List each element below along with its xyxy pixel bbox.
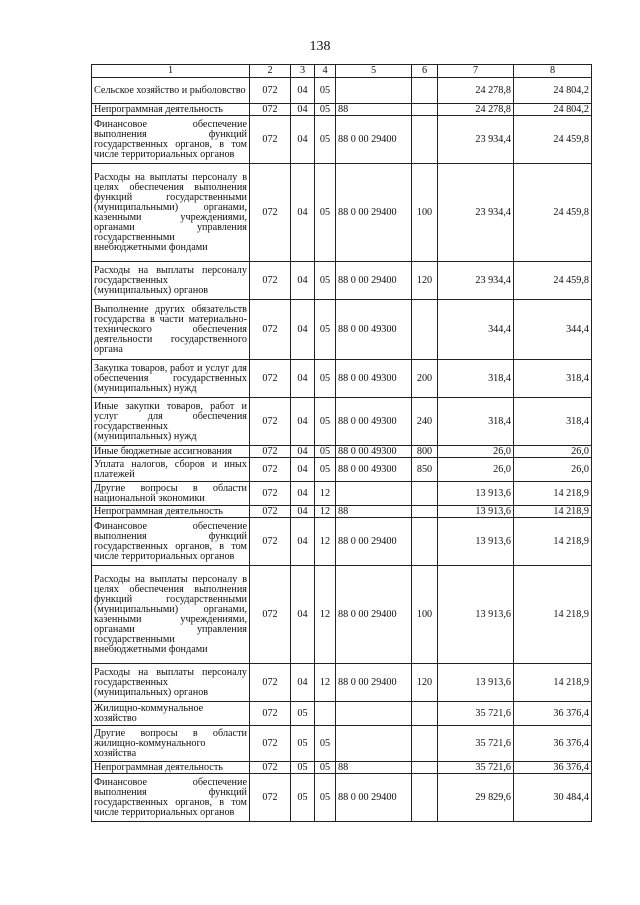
header-cell: 5 bbox=[336, 65, 412, 78]
cell-grbs: 072 bbox=[250, 262, 291, 300]
cell-subsection: 12 bbox=[315, 518, 336, 566]
cell-section: 04 bbox=[291, 664, 315, 702]
cell-expense-type: 200 bbox=[412, 360, 438, 398]
cell-amount-year2: 14 218,9 bbox=[514, 664, 592, 702]
cell-grbs: 072 bbox=[250, 78, 291, 104]
cell-target-article: 88 0 00 29400 bbox=[336, 164, 412, 262]
cell-section: 04 bbox=[291, 78, 315, 104]
cell-amount-year1: 344,4 bbox=[438, 300, 514, 360]
row-name: Иные бюджетные ассигнования bbox=[92, 446, 250, 458]
cell-amount-year1: 24 278,8 bbox=[438, 78, 514, 104]
table-row bbox=[92, 482, 592, 506]
cell-expense-type bbox=[412, 104, 438, 116]
cell-section: 04 bbox=[291, 360, 315, 398]
cell-grbs: 072 bbox=[250, 506, 291, 518]
row-name: Расходы на выплаты персоналу в целях обеспечения выполнения функций государственными (муниципальными) органами, казенными учреждениями, органами управления государственными внебюджетными фондами bbox=[92, 164, 250, 262]
cell-grbs: 072 bbox=[250, 518, 291, 566]
row-name: Иные закупки товаров, работ и услуг для обеспечения государственных (муниципальных) нужд bbox=[92, 398, 250, 446]
cell-grbs: 072 bbox=[250, 726, 291, 762]
cell-subsection: 05 bbox=[315, 262, 336, 300]
table-row bbox=[92, 300, 592, 360]
cell-amount-year2: 30 484,4 bbox=[514, 774, 592, 822]
header-cell: 8 bbox=[514, 65, 592, 78]
row-name: Финансовое обеспечение выполнения функций государственных органов, в том числе территориальных органов bbox=[92, 518, 250, 566]
cell-expense-type: 240 bbox=[412, 398, 438, 446]
cell-section: 04 bbox=[291, 262, 315, 300]
row-name: Другие вопросы в области жилищно-коммунального хозяйства bbox=[92, 726, 250, 762]
cell-subsection: 05 bbox=[315, 116, 336, 164]
cell-amount-year2: 36 376,4 bbox=[514, 726, 592, 762]
table-row bbox=[92, 262, 592, 300]
cell-amount-year1: 23 934,4 bbox=[438, 116, 514, 164]
cell-expense-type bbox=[412, 762, 438, 774]
cell-grbs: 072 bbox=[250, 446, 291, 458]
cell-subsection: 12 bbox=[315, 566, 336, 664]
cell-amount-year2: 14 218,9 bbox=[514, 506, 592, 518]
cell-grbs: 072 bbox=[250, 116, 291, 164]
row-name: Расходы на выплаты персоналу государственных (муниципальных) органов bbox=[92, 664, 250, 702]
cell-amount-year1: 13 913,6 bbox=[438, 482, 514, 506]
cell-subsection: 05 bbox=[315, 78, 336, 104]
cell-expense-type: 850 bbox=[412, 458, 438, 482]
cell-expense-type bbox=[412, 300, 438, 360]
cell-grbs: 072 bbox=[250, 164, 291, 262]
row-name: Непрограммная деятельность bbox=[92, 506, 250, 518]
table-row bbox=[92, 164, 592, 262]
table-body bbox=[92, 65, 592, 822]
row-name: Другие вопросы в области национальной экономики bbox=[92, 482, 250, 506]
cell-subsection: 05 bbox=[315, 104, 336, 116]
table-row bbox=[92, 360, 592, 398]
cell-grbs: 072 bbox=[250, 566, 291, 664]
cell-section: 04 bbox=[291, 458, 315, 482]
table-row bbox=[92, 446, 592, 458]
cell-grbs: 072 bbox=[250, 398, 291, 446]
row-name: Финансовое обеспечение выполнения функций государственных органов, в том числе территориальных органов bbox=[92, 774, 250, 822]
cell-section: 04 bbox=[291, 506, 315, 518]
cell-amount-year1: 35 721,6 bbox=[438, 702, 514, 726]
row-name: Непрограммная деятельность bbox=[92, 104, 250, 116]
cell-amount-year1: 13 913,6 bbox=[438, 518, 514, 566]
cell-section: 05 bbox=[291, 762, 315, 774]
cell-target-article bbox=[336, 482, 412, 506]
cell-section: 04 bbox=[291, 566, 315, 664]
cell-expense-type bbox=[412, 518, 438, 566]
cell-section: 04 bbox=[291, 164, 315, 262]
cell-target-article: 88 bbox=[336, 104, 412, 116]
cell-target-article: 88 0 00 49300 bbox=[336, 446, 412, 458]
cell-section: 04 bbox=[291, 482, 315, 506]
row-name: Закупка товаров, работ и услуг для обеспечения государственных (муниципальных) нужд bbox=[92, 360, 250, 398]
cell-amount-year2: 14 218,9 bbox=[514, 566, 592, 664]
cell-grbs: 072 bbox=[250, 702, 291, 726]
cell-target-article: 88 0 00 49300 bbox=[336, 398, 412, 446]
table-row bbox=[92, 726, 592, 762]
budget-table bbox=[91, 64, 592, 822]
row-name: Расходы на выплаты персоналу государственных (муниципальных) органов bbox=[92, 262, 250, 300]
row-name: Расходы на выплаты персоналу в целях обеспечения выполнения функций государственными (муниципальными) органами, казенными учреждениями, органами управления государственными внебюджетными фондами bbox=[92, 566, 250, 664]
cell-subsection: 05 bbox=[315, 360, 336, 398]
cell-amount-year2: 26,0 bbox=[514, 458, 592, 482]
row-name: Сельское хозяйство и рыболовство bbox=[92, 78, 250, 104]
header-cell: 7 bbox=[438, 65, 514, 78]
cell-grbs: 072 bbox=[250, 664, 291, 702]
cell-amount-year2: 26,0 bbox=[514, 446, 592, 458]
table-row bbox=[92, 702, 592, 726]
cell-amount-year1: 35 721,6 bbox=[438, 762, 514, 774]
cell-amount-year1: 23 934,4 bbox=[438, 164, 514, 262]
table-row bbox=[92, 518, 592, 566]
cell-section: 05 bbox=[291, 702, 315, 726]
cell-section: 04 bbox=[291, 116, 315, 164]
cell-grbs: 072 bbox=[250, 482, 291, 506]
row-name: Финансовое обеспечение выполнения функций государственных органов, в том числе территориальных органов bbox=[92, 116, 250, 164]
table-row bbox=[92, 566, 592, 664]
cell-subsection: 12 bbox=[315, 506, 336, 518]
cell-expense-type: 120 bbox=[412, 664, 438, 702]
cell-section: 05 bbox=[291, 726, 315, 762]
cell-amount-year1: 26,0 bbox=[438, 458, 514, 482]
table-row bbox=[92, 116, 592, 164]
cell-target-article: 88 bbox=[336, 506, 412, 518]
header-cell: 2 bbox=[250, 65, 291, 78]
cell-subsection: 05 bbox=[315, 726, 336, 762]
cell-expense-type bbox=[412, 78, 438, 104]
cell-amount-year2: 14 218,9 bbox=[514, 518, 592, 566]
cell-target-article: 88 0 00 29400 bbox=[336, 664, 412, 702]
cell-amount-year1: 26,0 bbox=[438, 446, 514, 458]
cell-amount-year2: 24 459,8 bbox=[514, 116, 592, 164]
row-name: Жилищно-коммунальное хозяйство bbox=[92, 702, 250, 726]
cell-expense-type: 120 bbox=[412, 262, 438, 300]
header-cell: 4 bbox=[315, 65, 336, 78]
cell-amount-year1: 13 913,6 bbox=[438, 566, 514, 664]
page-number: 138 bbox=[309, 39, 331, 54]
cell-amount-year1: 35 721,6 bbox=[438, 726, 514, 762]
cell-section: 04 bbox=[291, 518, 315, 566]
cell-amount-year2: 24 459,8 bbox=[514, 164, 592, 262]
cell-target-article: 88 0 00 29400 bbox=[336, 566, 412, 664]
row-name: Уплата налогов, сборов и иных платежей bbox=[92, 458, 250, 482]
header-row bbox=[92, 65, 592, 78]
cell-expense-type bbox=[412, 482, 438, 506]
cell-target-article bbox=[336, 702, 412, 726]
cell-subsection: 05 bbox=[315, 762, 336, 774]
header-cell: 1 bbox=[92, 65, 250, 78]
cell-target-article: 88 0 00 49300 bbox=[336, 300, 412, 360]
cell-grbs: 072 bbox=[250, 104, 291, 116]
cell-amount-year2: 14 218,9 bbox=[514, 482, 592, 506]
cell-expense-type bbox=[412, 774, 438, 822]
header-cell: 3 bbox=[291, 65, 315, 78]
cell-amount-year1: 318,4 bbox=[438, 398, 514, 446]
cell-target-article: 88 0 00 29400 bbox=[336, 262, 412, 300]
header-cell: 6 bbox=[412, 65, 438, 78]
cell-amount-year1: 24 278,8 bbox=[438, 104, 514, 116]
cell-section: 05 bbox=[291, 774, 315, 822]
cell-target-article: 88 0 00 49300 bbox=[336, 360, 412, 398]
cell-amount-year2: 36 376,4 bbox=[514, 702, 592, 726]
cell-subsection: 05 bbox=[315, 446, 336, 458]
cell-amount-year2: 318,4 bbox=[514, 360, 592, 398]
row-name: Непрограммная деятельность bbox=[92, 762, 250, 774]
cell-grbs: 072 bbox=[250, 360, 291, 398]
cell-target-article: 88 0 00 49300 bbox=[336, 458, 412, 482]
cell-section: 04 bbox=[291, 300, 315, 360]
cell-amount-year1: 23 934,4 bbox=[438, 262, 514, 300]
table-row bbox=[92, 774, 592, 822]
cell-grbs: 072 bbox=[250, 774, 291, 822]
cell-target-article: 88 0 00 29400 bbox=[336, 774, 412, 822]
cell-amount-year2: 24 804,2 bbox=[514, 78, 592, 104]
cell-expense-type bbox=[412, 506, 438, 518]
cell-amount-year2: 344,4 bbox=[514, 300, 592, 360]
cell-subsection: 05 bbox=[315, 774, 336, 822]
cell-target-article bbox=[336, 726, 412, 762]
table-row bbox=[92, 104, 592, 116]
cell-subsection: 12 bbox=[315, 664, 336, 702]
cell-section: 04 bbox=[291, 446, 315, 458]
table-row bbox=[92, 398, 592, 446]
cell-amount-year1: 13 913,6 bbox=[438, 664, 514, 702]
cell-grbs: 072 bbox=[250, 762, 291, 774]
cell-section: 04 bbox=[291, 104, 315, 116]
table-row bbox=[92, 664, 592, 702]
cell-target-article bbox=[336, 78, 412, 104]
cell-expense-type bbox=[412, 116, 438, 164]
table-row bbox=[92, 762, 592, 774]
cell-amount-year1: 29 829,6 bbox=[438, 774, 514, 822]
cell-expense-type: 100 bbox=[412, 164, 438, 262]
cell-amount-year2: 318,4 bbox=[514, 398, 592, 446]
cell-subsection bbox=[315, 702, 336, 726]
cell-amount-year2: 36 376,4 bbox=[514, 762, 592, 774]
cell-target-article: 88 0 00 29400 bbox=[336, 116, 412, 164]
cell-amount-year1: 13 913,6 bbox=[438, 506, 514, 518]
table-row bbox=[92, 458, 592, 482]
cell-amount-year1: 318,4 bbox=[438, 360, 514, 398]
cell-grbs: 072 bbox=[250, 458, 291, 482]
cell-target-article: 88 bbox=[336, 762, 412, 774]
cell-expense-type: 800 bbox=[412, 446, 438, 458]
row-name: Выполнение других обязательств государства в части материально-технического обеспечения деятельности государственного органа bbox=[92, 300, 250, 360]
cell-subsection: 05 bbox=[315, 164, 336, 262]
cell-amount-year2: 24 804,2 bbox=[514, 104, 592, 116]
table-row bbox=[92, 78, 592, 104]
cell-expense-type: 100 bbox=[412, 566, 438, 664]
cell-expense-type bbox=[412, 726, 438, 762]
cell-subsection: 05 bbox=[315, 300, 336, 360]
cell-subsection: 12 bbox=[315, 482, 336, 506]
table-row bbox=[92, 506, 592, 518]
cell-expense-type bbox=[412, 702, 438, 726]
cell-grbs: 072 bbox=[250, 300, 291, 360]
cell-section: 04 bbox=[291, 398, 315, 446]
cell-subsection: 05 bbox=[315, 458, 336, 482]
cell-amount-year2: 24 459,8 bbox=[514, 262, 592, 300]
cell-subsection: 05 bbox=[315, 398, 336, 446]
cell-target-article: 88 0 00 29400 bbox=[336, 518, 412, 566]
